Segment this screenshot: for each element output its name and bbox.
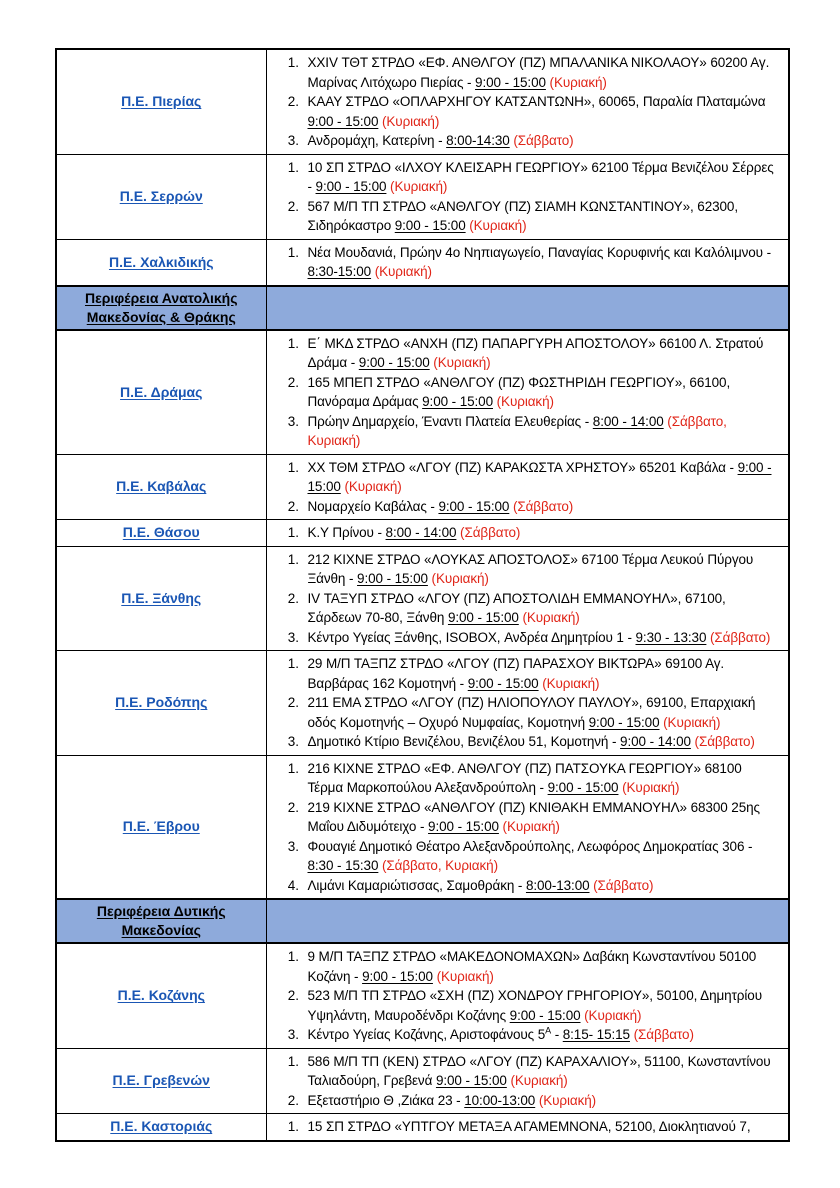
locations-list [271, 1117, 781, 1137]
item-text: 211 ΕΜΑ ΣΤΡΔΟ «ΛΓΟΥ (ΠΖ) ΗΛΙΟΠΟΥΛΟΥ ΠΑΥΛΟΥ», 69100, Επαρχιακή οδός Κομοτηνής – Οχυρό Νυμφαίας, Κομοτηνή [307, 695, 756, 730]
section-title: Περιφέρεια Δυτικής Μακεδονίας [96, 903, 226, 938]
item-text: Νέα Μουδανιά, Πρώην 4ο Νηπιαγωγείο, Παναγίας Κορυφινής και Καλόλιμνου - [307, 244, 772, 260]
day-note: (Σάββατο) [706, 629, 771, 645]
region-label-cell [56, 1114, 266, 1141]
time-range: 8:00-14:30 [446, 133, 510, 148]
region-label-cell [56, 651, 266, 756]
table-row [56, 1048, 789, 1114]
region-label-cell [56, 154, 266, 239]
time-range: 8:00 - 14:00 [592, 413, 664, 429]
region-label-cell [56, 520, 266, 547]
section-label-cell [56, 899, 266, 943]
locations-list [271, 53, 781, 151]
locations-list [271, 550, 781, 648]
day-note: (Σάββατο, Κυριακή) [378, 858, 498, 873]
item-text: Λιμάνι Καμαριώτισσας, Σαμοθράκη - [307, 877, 526, 893]
locations-list [271, 947, 781, 1045]
location-item [303, 523, 781, 543]
region-link[interactable]: Π.Ε. Πιερίας [121, 93, 202, 110]
item-text: ΧΧ ΤΘΜ ΣΤΡΔΟ «ΛΓΟΥ (ΠΖ) ΚΑΡΑΚΩΣΤΑ ΧΡΗΣΤΟΥ» 65201 Καβάλα - [307, 459, 738, 475]
day-note: (Κυριακή) [545, 74, 607, 90]
table-row [56, 154, 789, 239]
day-note: (Κυριακή) [659, 714, 721, 730]
time-range: 9:00 - 15:00 [307, 459, 772, 494]
location-item [303, 92, 781, 131]
location-item [303, 693, 781, 732]
item-text: 219 ΚΙΧΝΕ ΣΤΡΔΟ «ΑΝΘΛΓΟΥ (ΠΖ) ΚΝΙΘΑΚΗ ΕΜΜΑΝΟΥΗΛ» 68300 25ης Μαΐου Διδυμότειχο - [307, 799, 760, 834]
table-row [56, 651, 789, 756]
region-link[interactable]: Π.Ε. Σερρών [119, 188, 203, 204]
day-note: (Σάββατο) [589, 877, 654, 893]
item-text: ΚΑΑΥ ΣΤΡΔΟ «ΟΠΛΑΡΧΗΓΟΥ ΚΑΤΣΑΝΤΩΝΗ», 60065, Παραλία Πλαταμώνα [307, 94, 766, 109]
item-text: Δημοτικό Κτίριο Βενιζέλου, Βενιζέλου 51, Κομοτηνή - [307, 734, 621, 749]
item-text: 523 Μ/Π ΤΠ ΣΤΡΔΟ «ΣΧΗ (ΠΖ) ΧΟΝΔΡΟΥ ΓΡΗΓΟΡΙΟΥ», 50100, Δημητρίου Υψηλάντη, Μαυροδένδρι Κοζάνης [307, 988, 762, 1023]
section-header-row [56, 899, 789, 943]
item-text: Φουαγιέ Δημοτικό Θέατρο Αλεξανδρούπολης, Λεωφόρος Δημοκρατίας 306 - [307, 838, 753, 854]
location-item [303, 654, 781, 693]
item-text: 9 Μ/Π ΤΑΞΠΖ ΣΤΡΔΟ «ΜΑΚΕΔΟΝΟΜΑΧΩΝ» Δαβάκη Κωνσταντίνου 50100 Κοζάνη - [307, 949, 757, 984]
locations-cell [266, 154, 789, 239]
item-text: 567 Μ/Π ΤΠ ΣΤΡΔΟ «ΑΝΘΛΓΟΥ (ΠΖ) ΣΙΑΜΗ ΚΩΝΣΤΑΝΤΙΝΟΥ», 62300, Σιδηρόκαστρο [307, 198, 738, 233]
item-text: 165 ΜΠΕΠ ΣΤΡΔΟ «ΑΝΘΛΓΟΥ (ΠΖ) ΦΩΣΤΗΡΙΔΗ ΓΕΩΡΓΙΟΥ», 66100, Πανόραμα Δράμας [307, 374, 731, 409]
time-range: 9:00 - 15:00 [362, 968, 433, 984]
region-link[interactable]: Π.Ε. Καβάλας [116, 478, 207, 495]
location-item [303, 837, 781, 876]
location-item [303, 550, 781, 589]
locations-list [271, 458, 781, 517]
region-link[interactable]: Π.Ε. Έβρου [122, 818, 200, 835]
time-range: 9:00 - 15:00 [509, 1007, 581, 1023]
region-link[interactable]: Π.Ε. Δράμας [120, 383, 203, 400]
locations-cell [266, 49, 789, 154]
day-note: (Κυριακή) [432, 968, 494, 984]
region-label-cell [56, 49, 266, 154]
location-item [303, 986, 781, 1025]
location-item [303, 197, 781, 236]
locations-cell [266, 454, 789, 520]
locations-cell [266, 330, 789, 455]
location-item [303, 131, 781, 151]
region-link[interactable]: Π.Ε. Γρεβενών [112, 1072, 210, 1089]
location-item [303, 798, 781, 837]
item-text: 586 Μ/Π ΤΠ (ΚΕΝ) ΣΤΡΔΟ «ΛΓΟΥ (ΠΖ) ΚΑΡΑΧΑΛΙΟΥ», 51100, Κωνσταντίνου Ταλιαδούρη, Γρεβενά [307, 1053, 771, 1088]
locations-cell [266, 899, 789, 943]
day-note: (Κυριακή) [618, 780, 680, 795]
location-item [303, 759, 781, 798]
location-item [303, 458, 781, 497]
location-item [303, 732, 781, 752]
item-text: Πρώην Δημαρχείο, Έναντι Πλατεία Ελευθερίας - [307, 413, 593, 429]
table-row [56, 546, 789, 651]
locations-list [271, 759, 781, 896]
day-note: (Κυριακή) [465, 218, 527, 233]
item-text: - [551, 1027, 563, 1042]
table-row [56, 330, 789, 455]
superscript-text: Α [545, 1025, 552, 1036]
time-range: 9:30 - 13:30 [635, 629, 707, 645]
time-range: 9:00 - 15:00 [315, 179, 387, 194]
item-text: 212 ΚΙΧΝΕ ΣΤΡΔΟ «ΛΟΥΚΑΣ ΑΠΟΣΤΟΛΟΣ» 67100 Τέρμα Λευκού Πύργου Ξάνθη - [307, 551, 754, 586]
day-note: (Κυριακή) [429, 355, 491, 370]
locations-cell [266, 239, 789, 286]
location-item [303, 1117, 781, 1137]
item-text: IV ΤΑΞΥΠ ΣΤΡΔΟ «ΛΓΟΥ (ΠΖ) ΑΠΟΣΤΟΛΙΔΗ ΕΜΜΑΝΟΥΗΛ», 67100, Σάρδεων 70-80, Ξάνθη [307, 590, 726, 625]
table-row [56, 239, 789, 286]
time-range: 9:00 - 15:00 [307, 113, 379, 129]
location-item [303, 1025, 781, 1045]
location-item [303, 876, 781, 896]
time-range: 8:00 - 14:00 [385, 525, 457, 540]
time-range: 9:00 - 15:00 [447, 610, 519, 625]
table-row [56, 943, 789, 1048]
region-label-cell [56, 546, 266, 651]
day-note: (Κυριακή) [518, 610, 580, 625]
table-body [56, 49, 789, 1141]
region-label-cell [56, 239, 266, 286]
region-label-cell [56, 1048, 266, 1114]
day-note: (Κυριακή) [580, 1007, 642, 1023]
time-range: 9:00 - 15:00 [547, 780, 619, 795]
table-row [56, 454, 789, 520]
time-range: 9:00 - 15:00 [428, 819, 499, 834]
item-text: 10 ΣΠ ΣΤΡΔΟ «ΙΛΧΟΥ ΚΛΕΙΣΑΡΗ ΓΕΩΡΓΙΟΥ» 62100 Τέρμα Βενιζέλου Σέρρες - [307, 159, 774, 194]
region-link[interactable]: Π.Ε. Θάσου [122, 524, 200, 541]
location-item [303, 158, 781, 197]
day-note: (Κυριακή) [535, 1092, 597, 1108]
location-item [303, 1052, 781, 1091]
item-text: Νομαρχείο Καβάλας - [307, 498, 439, 514]
day-note: (Κυριακή) [538, 675, 600, 691]
day-note: (Κυριακή) [371, 264, 432, 279]
day-note: (Κυριακή) [498, 819, 560, 834]
day-note: (Κυριακή) [427, 571, 489, 586]
regions-schedule-table [55, 48, 790, 1142]
location-item [303, 412, 781, 451]
region-link[interactable]: Π.Ε. Ξάνθης [121, 589, 202, 606]
time-range: 9:00 - 15:00 [467, 675, 539, 691]
locations-list [271, 654, 781, 752]
location-item [303, 53, 781, 92]
item-text: Κέντρο Υγείας Ξάνθης, ISOBOX, Ανδρέα Δημητρίου 1 - [307, 629, 636, 645]
region-link[interactable]: Π.Ε. Ροδόπης [115, 694, 208, 711]
time-range: 8:15- 15:15 [562, 1027, 630, 1042]
item-text: Κ.Υ Πρίνου - [307, 525, 386, 540]
time-range: 9:00 - 15:00 [357, 571, 428, 586]
locations-list [271, 158, 781, 236]
item-text: Ανδρομάχη, Κατερίνη - [307, 133, 447, 148]
locations-list [271, 1052, 781, 1111]
locations-list [271, 334, 781, 451]
time-range: 9:00 - 15:00 [394, 218, 466, 233]
day-note: (Κυριακή) [493, 394, 554, 409]
day-note: (Κυριακή) [506, 1073, 568, 1088]
item-text: Κέντρο Υγείας Κοζάνης, Αριστοφάνους 5 [307, 1027, 546, 1042]
region-label-cell [56, 330, 266, 455]
table-row [56, 1114, 789, 1141]
locations-cell [266, 286, 789, 330]
table-row [56, 49, 789, 154]
table-row [56, 520, 789, 547]
day-note: (Σάββατο, Κυριακή) [307, 413, 727, 448]
location-item [303, 589, 781, 628]
region-link[interactable]: Π.Ε. Χαλκιδικής [108, 253, 214, 270]
day-note: (Σάββατο) [456, 525, 521, 540]
item-text: 216 ΚΙΧΝΕ ΣΤΡΔΟ «ΕΦ. ΑΝΘΛΓΟΥ (ΠΖ) ΠΑΤΣΟΥΚΑ ΓΕΩΡΓΙΟΥ» 68100 Τέρμα Μαρκοπούλου Αλεξανδρούπολη - [307, 760, 742, 795]
day-note: (Κυριακή) [340, 479, 402, 494]
day-note: (Σάββατο) [509, 498, 574, 514]
locations-cell [266, 1048, 789, 1114]
location-item [303, 334, 781, 373]
time-range: 9:00 - 15:00 [588, 714, 660, 730]
item-text: 15 ΣΠ ΣΤΡΔΟ «ΥΠΤΓΟΥ ΜΕΤΑΞΑ ΑΓΑΜΕΜΝΟΝΑ, 52100, Διοκλητιανού 7, [307, 1119, 751, 1134]
time-range: 9:00 - 15:00 [435, 1073, 507, 1088]
day-note: (Κυριακή) [378, 113, 440, 129]
location-item [303, 373, 781, 412]
locations-cell [266, 520, 789, 547]
section-title: Περιφέρεια Ανατολικής Μακεδονίας & Θράκης [84, 289, 238, 325]
time-range: 8:30 - 15:30 [307, 858, 379, 873]
locations-list [271, 523, 781, 543]
section-header-row [56, 286, 789, 330]
item-text: 29 Μ/Π ΤΑΞΠΖ ΣΤΡΔΟ «ΛΓΟΥ (ΠΖ) ΠΑΡΑΣΧΟΥ ΒΙΚΤΩΡΑ» 69100 Αγ. Βαρβάρας 162 Κομοτηνή - [307, 656, 725, 691]
item-text: XXIV ΤΘΤ ΣΤΡΔΟ «ΕΦ. ΑΝΘΛΓΟΥ (ΠΖ) ΜΠΑΛΑΝΙΚΑ ΝΙΚΟΛΑΟΥ» 60200 Αγ. Μαρίνας Λιτόχωρο Πιερίας - [307, 55, 770, 90]
region-link[interactable]: Π.Ε. Κοζάνης [117, 987, 205, 1004]
time-range: 8:30-15:00 [307, 264, 372, 279]
item-text: Ε΄ ΜΚΔ ΣΤΡΔΟ «ΑΝΧΗ (ΠΖ) ΠΑΠΑΡΓΥΡΗ ΑΠΟΣΤΟΛΟΥ» 66100 Λ. Στρατού Δράμα - [307, 335, 764, 370]
day-note: (Σάββατο) [690, 734, 755, 749]
location-item [303, 947, 781, 986]
locations-cell [266, 546, 789, 651]
locations-cell [266, 651, 789, 756]
location-item [303, 243, 781, 282]
locations-list [271, 243, 781, 282]
region-label-cell [56, 943, 266, 1048]
time-range: 10:00-13:00 [464, 1092, 536, 1108]
table-row [56, 755, 789, 899]
locations-cell [266, 1114, 789, 1141]
day-note: (Σάββατο) [509, 133, 574, 148]
time-range: 9:00 - 15:00 [358, 355, 430, 370]
section-label-cell [56, 286, 266, 330]
time-range: 9:00 - 15:00 [475, 74, 546, 90]
item-text: Εξεταστήριο Θ ,Ζιάκα 23 - [307, 1092, 465, 1108]
location-item [303, 1091, 781, 1111]
locations-cell [266, 943, 789, 1048]
day-note: (Κυριακή) [386, 179, 448, 194]
time-range: 9:00 - 15:00 [438, 498, 510, 514]
location-item [303, 497, 781, 517]
region-label-cell [56, 454, 266, 520]
region-label-cell [56, 755, 266, 899]
day-note: (Σάββατο) [629, 1027, 694, 1042]
time-range: 8:00-13:00 [525, 877, 590, 893]
location-item [303, 628, 781, 648]
time-range: 9:00 - 15:00 [422, 394, 493, 409]
region-link[interactable]: Π.Ε. Καστοριάς [110, 1118, 213, 1135]
locations-cell [266, 755, 789, 899]
time-range: 9:00 - 14:00 [620, 734, 691, 749]
